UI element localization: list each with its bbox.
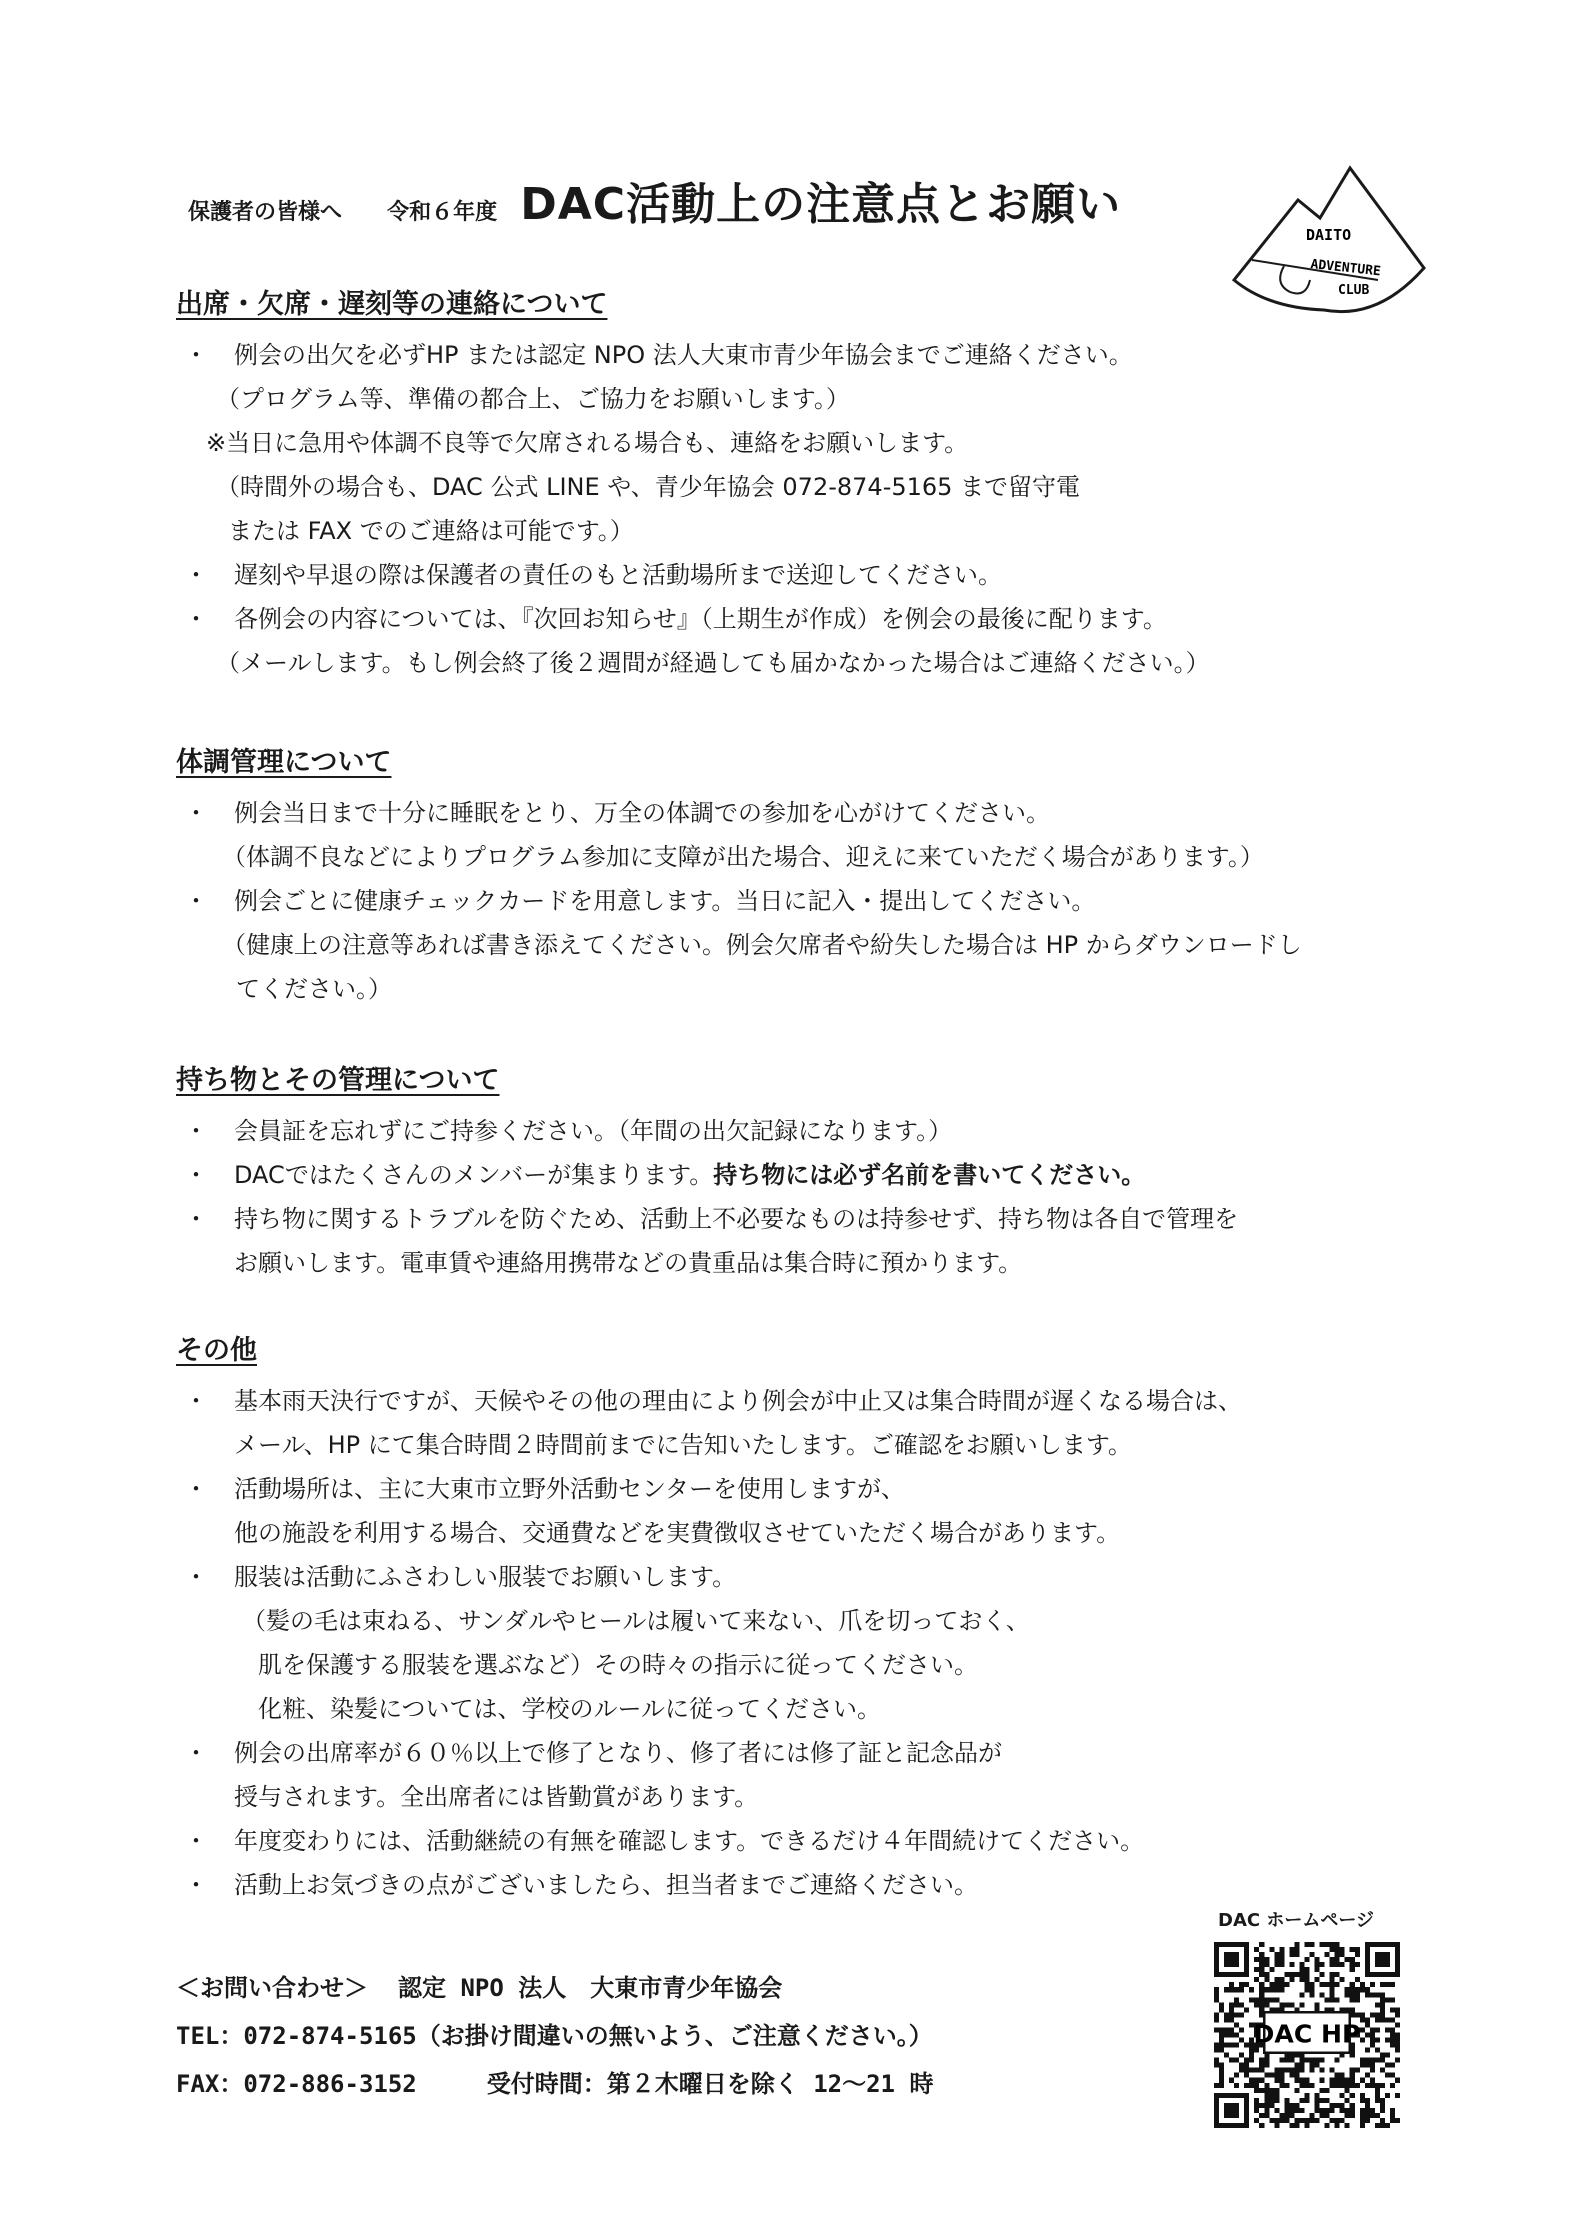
list-item-continuation: メール、HP にて集合時間２時間前までに告知いたします。ご確認をお願いします。 [234,1431,1132,1459]
contact-tel: TEL：072-874-5165（お掛け間違いの無いよう、ご注意ください。） [176,2022,933,2050]
list-item-continuation: 他の施設を利用する場合、交通費などを実費徴収させていただく場合があります。 [234,1519,1121,1547]
list-item-note: （健康上の注意等あれば書き添えてください。例会欠席者や紛失した場合は HP からダウンロードし [222,931,1302,959]
list-item: ・ 年度変わりには、活動継続の有無を確認します。できるだけ４年間続けてください。 [184,1827,1145,1855]
document-header [188,168,1121,232]
list-item: ・ 活動場所は、主に大東市立野外活動センターを使用しますが、 [184,1475,906,1503]
section-title: 体調管理について [176,747,392,778]
contact-heading: ＜お問い合わせ＞ [176,1974,368,2002]
section-title: その他 [176,1335,257,1366]
contact-fax: FAX：072-886-3152 [176,2070,417,2098]
document-title: DAC活動上の注意点とお願い [520,179,1122,230]
list-item: ・ 遅刻や早退の際は保護者の責任のもと活動場所まで送迎してください。 [184,561,1002,589]
section-belongings [176,1058,1466,1285]
addressee: 保護者の皆様へ [188,200,343,225]
section-health [176,740,1466,1011]
list-item-note: （時間外の場合も、DAC 公式 LINE や、青少年協会 072-874-5165 まで留守電 [216,473,1081,501]
list-item: ・ 活動上お気づきの点がございましたら、担当者までご連絡ください。 [184,1871,978,1899]
list-item: ・ 各例会の内容については、『次回お知らせ』（上期生が作成）を例会の最後に配ります。 [184,605,1167,633]
logo-text-daito: DAITO [1306,226,1352,244]
contact-fax-row [176,2060,933,2108]
list-item-continuation: お願いします。電車賃や連絡用携帯などの貴重品は集合時に預かります。 [234,1249,1023,1277]
contact-heading-row [176,1964,933,2012]
list-item: ・ 基本雨天決行ですが、天候やその他の理由により例会が中止又は集合時間が遅くなる場合は、 [184,1387,1242,1415]
list-item: ・ 例会の出席率が６０％以上で修了となり、修了者には修了証と記念品が [184,1739,1002,1767]
contact-organization: 認定 NPO 法人 大東市青少年協会 [398,1974,783,2002]
list-item-note: （体調不良などによりプログラム参加に支障が出た場合、迎えに来ていただく場合があります。） [222,843,1264,871]
logo-text-club: CLUB [1338,283,1370,298]
list-item-note: （メールします。もし例会終了後２週間が経過しても届かなかった場合はご連絡ください。） [216,649,1210,677]
section-other [176,1328,1466,1907]
list-item-note: または FAX でのご連絡は可能です。） [228,517,634,545]
qr-inner-label: DAC HP [1253,2019,1361,2049]
list-item-continuation: 授与されます。全出席者には皆勤賞があります。 [234,1783,759,1811]
list-item-note: 肌を保護する服装を選ぶなど）その時々の指示に従ってください。 [258,1651,978,1679]
emphasis-text: 持ち物には必ず名前を書いてください。 [713,1161,1146,1189]
list-item: ・ DACではたくさんのメンバーが集まります。持ち物には必ず名前を書いてください。 [184,1161,1146,1189]
list-item-note: （髪の毛は束ねる、サンダルやヒールは履いて来ない、爪を切っておく、 [242,1607,1030,1635]
list-item: ・ 例会ごとに健康チェックカードを用意します。当日に記入・提出してください。 [184,887,1096,915]
list-item: ・ 会員証を忘れずにご持参ください。（年間の出欠記録になります。） [184,1117,953,1145]
list-item: ・ 例会当日まで十分に睡眠をとり、万全の体調での参加を心がけてください。 [184,799,1050,827]
list-item-note: （プログラム等、準備の都合上、ご協力をお願いします。） [216,385,850,413]
fiscal-year: 令和６年度 [387,200,498,225]
list-item: ・ 服装は活動にふさわしい服装でお願いします。 [184,1563,737,1591]
list-item: ・ 例会の出欠を必ずHP または認定 NPO 法人大東市青少年協会までご連絡ください。 [184,341,1133,369]
section-attendance [176,282,1466,685]
list-item-note: ※当日に急用や体調不良等で欠席される場合も、連絡をお願いします。 [206,429,969,457]
contact-block [176,1964,933,2108]
list-item-note: 化粧、染髪については、学校のルールに従ってください。 [258,1695,882,1723]
contact-hours: 受付時間：第２木曜日を除く 12～21 時 [486,2070,934,2098]
logo-text-adventure: ADVENTURE [1309,257,1382,280]
list-item-note: てください。） [236,975,392,1003]
section-title: 持ち物とその管理について [176,1065,500,1096]
section-title: 出席・欠席・遅刻等の連絡について [176,289,608,320]
homepage-qr-code[interactable] [1214,1942,1400,2128]
qr-caption: DAC ホームページ [1218,1910,1374,1931]
list-item: ・ 持ち物に関するトラブルを防ぐため、活動上不必要なものは持参せず、持ち物は各自で管理を [184,1205,1239,1233]
